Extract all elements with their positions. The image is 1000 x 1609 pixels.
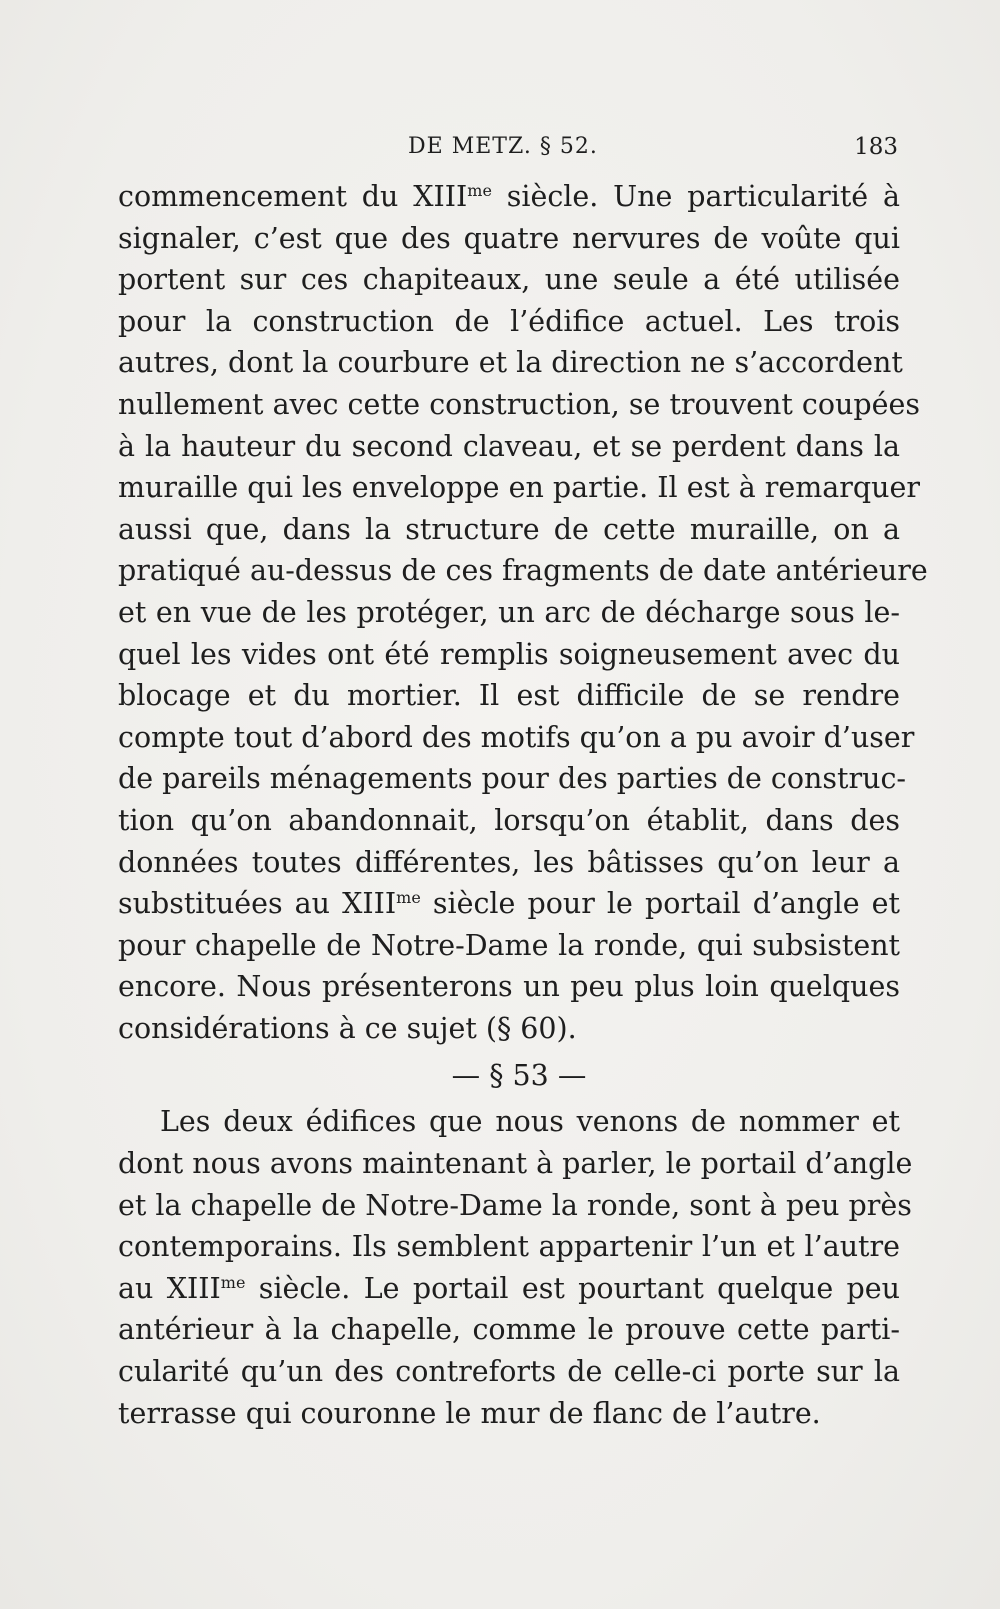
- text-line: Les deux édifices que nous venons de nommer et: [160, 1105, 900, 1139]
- text-line: muraille qui les enveloppe en partie. Il est à remarquer: [118, 471, 920, 505]
- text-line: cularité qu’un des contreforts de celle-ci porte sur la: [118, 1355, 900, 1389]
- text-line: données toutes différentes, les bâtisses qu’on leur a: [118, 845, 900, 879]
- text-line: considérations à ce sujet (§ 60).: [118, 1011, 577, 1045]
- page-body: [118, 176, 928, 1434]
- paragraph-53: [118, 1101, 913, 1434]
- paragraph-52-continuation: [118, 176, 928, 1049]
- text-segment: substituées au XIII: [118, 887, 397, 921]
- text-line: aussi que, dans la structure de cette muraille, on a: [118, 512, 900, 546]
- text-line: antérieur à la chapelle, comme le prouve cette parti-: [118, 1313, 900, 1347]
- page-number: 183: [854, 134, 898, 160]
- text-segment: siècle. Le portail est pourtant quelque peu: [245, 1271, 900, 1305]
- text-line: terrasse qui couronne le mur de flanc de l’autre.: [118, 1396, 821, 1430]
- text-line: quel les vides ont été remplis soigneusement avec du: [118, 637, 900, 671]
- text-line: dont nous avons maintenant à parler, le portail d’angle: [118, 1147, 913, 1181]
- section-heading: — § 53 —: [451, 1059, 587, 1093]
- text-segment: au XIII: [118, 1271, 221, 1305]
- running-head: DE METZ. § 52.: [408, 134, 598, 159]
- text-line: blocage et du mortier. Il est difficile de se rendre: [118, 679, 900, 713]
- text-line: pour chapelle de Notre-Dame la ronde, qui subsistent: [118, 928, 900, 962]
- text-line: [118, 1268, 900, 1310]
- superscript: me: [396, 888, 421, 908]
- text-line: contemporains. Ils semblent appartenir l’un et l’autre: [118, 1230, 900, 1264]
- text-line: [118, 883, 900, 925]
- text-line: nullement avec cette construction, se trouvent coupées: [118, 387, 920, 421]
- text-line: encore. Nous présenterons un peu plus loin quelques: [118, 970, 900, 1004]
- text-line: de pareils ménagements pour des parties de construc-: [118, 762, 907, 796]
- text-segment: siècle. Une particularité à: [491, 180, 900, 213]
- text-line: tion qu’on abandonnait, lorsqu’on établit, dans des: [118, 803, 900, 837]
- page-header: [118, 134, 898, 174]
- text-line: compte tout d’abord des motifs qu’on a pu avoir d’user: [118, 720, 915, 754]
- text-line: et la chapelle de Notre-Dame la ronde, sont à peu près: [118, 1188, 912, 1222]
- text-line: signaler, c’est que des quatre nervures de voûte qui: [118, 221, 900, 255]
- text-segment: siècle pour le portail d’angle et: [420, 887, 900, 921]
- text-line: pratiqué au-dessus de ces fragments de date antérieure: [118, 554, 928, 588]
- superscript: me: [220, 1272, 246, 1292]
- text-segment: commencement du XIII: [118, 180, 468, 213]
- text-line: [118, 176, 900, 218]
- text-line: autres, dont la courbure et la direction ne s’accordent: [118, 346, 903, 380]
- text-line: portent sur ces chapiteaux, une seule a été utilisée: [118, 263, 900, 297]
- superscript: me: [467, 181, 492, 200]
- text-line: à la hauteur du second claveau, et se perdent dans la: [118, 429, 900, 463]
- text-line: pour la construction de l’édifice actuel. Les trois: [118, 304, 900, 338]
- text-line: et en vue de les protéger, un arc de décharge sous le-: [118, 595, 900, 629]
